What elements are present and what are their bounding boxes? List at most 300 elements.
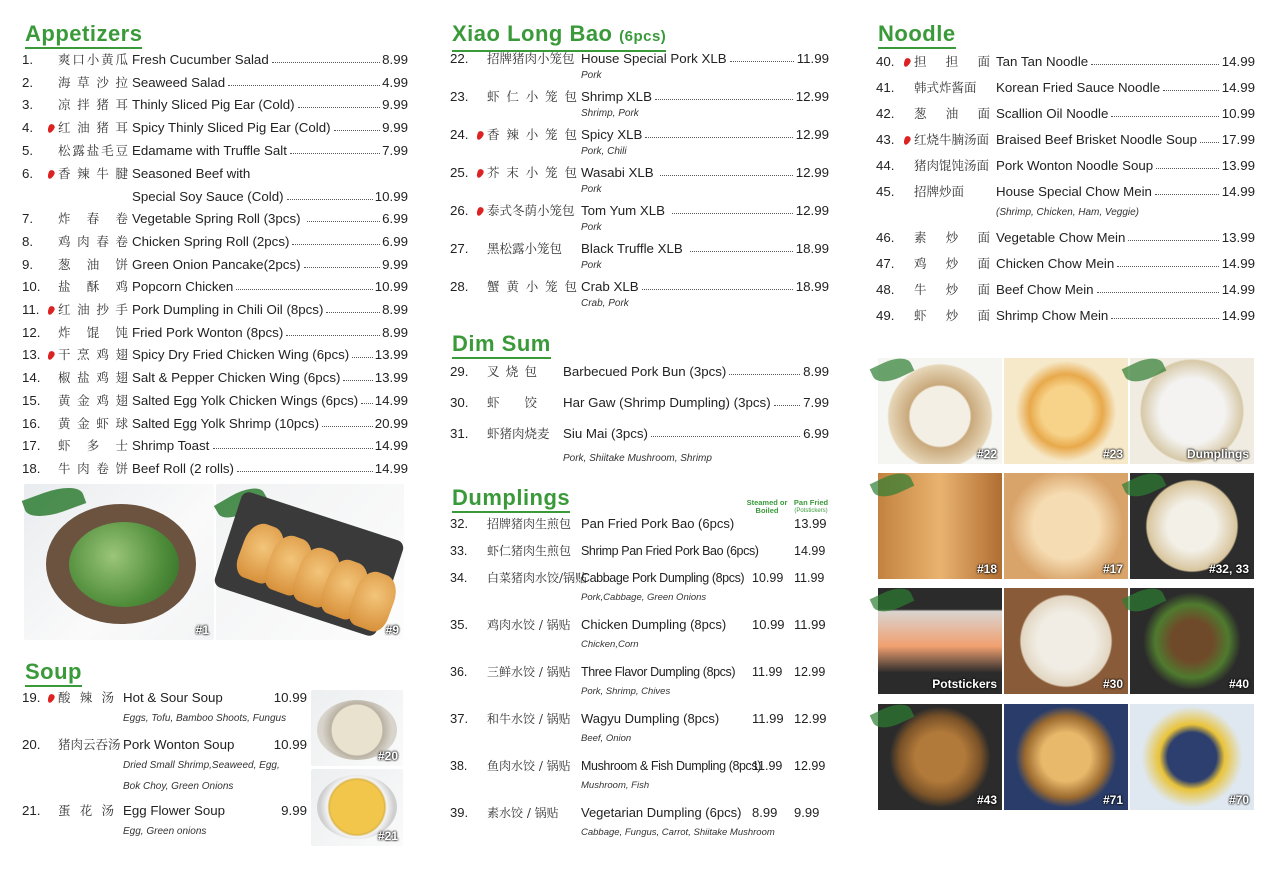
item-number: 33. <box>450 544 468 558</box>
item-chinese-name: 蟹黄小笼包 <box>487 279 577 294</box>
photo-label: #17 <box>1102 562 1123 576</box>
item-english-name: Spicy Thinly Sliced Pig Ear (Cold) <box>132 120 331 136</box>
item-english-name: Seaweed Salad <box>132 74 226 90</box>
item-chinese-name: 鸡炒面 <box>914 256 990 271</box>
item-price: 13.99 <box>374 347 408 363</box>
item-number: 47. <box>876 256 895 271</box>
item-number: 6. <box>22 165 34 181</box>
item-number: 46. <box>876 230 895 245</box>
section-title-dimsum: Dim Sum <box>452 332 551 359</box>
item-price: 7.99 <box>803 395 829 410</box>
item-number: 7. <box>22 211 34 227</box>
item-number: 16. <box>22 415 41 431</box>
item-description: Shrimp, Pork <box>581 108 639 119</box>
price-pan-fried: 11.99 <box>794 571 825 585</box>
item-chinese-name: 三鲜水饺 / 锅贴 <box>487 665 571 679</box>
item-english-name: Beef Roll (2 rolls) <box>132 460 234 476</box>
gallery-photo <box>878 588 1002 694</box>
item-english-name: Black Truffle XLB <box>581 241 683 256</box>
item-english-name: Salt & Pepper Chicken Wing (6pcs) <box>132 370 341 386</box>
item-number: 41. <box>876 80 895 95</box>
column-header-pan-fried <box>790 499 832 515</box>
item-chinese-name: 炸春卷 <box>58 211 128 227</box>
item-description: Pork <box>581 184 602 195</box>
photo-label: #1 <box>195 623 209 637</box>
item-description: Bok Choy, Green Onions <box>123 781 234 792</box>
price-pan-fried: 12.99 <box>794 711 827 726</box>
item-english-name: Edamame with Truffle Salt <box>132 142 287 158</box>
dotted-leader <box>352 347 372 358</box>
dotted-leader <box>1091 54 1218 65</box>
item-english-name: Pork Wonton Soup <box>123 737 235 752</box>
price-steamed: 11.99 <box>752 759 783 773</box>
item-description: Pork <box>581 260 602 271</box>
photo-label: #23 <box>1102 447 1123 461</box>
column-header-steamed: Steamed or Boiled <box>746 498 788 515</box>
item-number: 43. <box>876 132 895 147</box>
item-chinese-name: 鸡肉水饺 / 锅贴 <box>487 618 571 632</box>
dotted-leader <box>1128 230 1218 241</box>
item-price: 13.99 <box>374 370 408 386</box>
item-chinese-name: 葱油饼 <box>58 256 128 272</box>
item-number: 8. <box>22 233 34 249</box>
item-price: 8.99 <box>803 364 829 379</box>
item-number: 4. <box>22 120 34 136</box>
item-english-name: Green Onion Pancake(2pcs) <box>132 256 301 272</box>
photo-label: #43 <box>976 793 997 807</box>
item-number: 3. <box>22 97 34 113</box>
dotted-leader <box>213 438 373 449</box>
price-pan-fried: 11.99 <box>794 617 826 632</box>
item-english-name: Shrimp XLB <box>581 89 652 104</box>
item-description: Crab, Pork <box>581 298 629 309</box>
item-description: (Shrimp, Chicken, Ham, Veggie) <box>996 207 1140 218</box>
item-number: 44. <box>876 158 895 173</box>
item-english-name: Vegetarian Dumpling (6pcs) <box>581 805 742 820</box>
gallery-photo <box>1130 704 1254 810</box>
item-number: 13. <box>22 347 41 363</box>
item-english-name: Barbecued Pork Bun (3pcs) <box>563 364 727 379</box>
appetizers-column <box>22 0 408 870</box>
item-price: 20.99 <box>374 415 408 431</box>
gallery-photo <box>1130 588 1254 694</box>
item-english-name: Pan Fried Pork Bao (6pcs) <box>581 516 735 531</box>
item-english-name: Cabbage Pork Dumpling (8pcs) <box>581 571 745 585</box>
photo-label: #20 <box>377 749 398 763</box>
item-english-name: Vegetable Spring Roll (3pcs) <box>132 211 301 227</box>
item-number: 9. <box>22 256 34 272</box>
item-chinese-name: 凉拌猪耳 <box>58 97 128 113</box>
dotted-leader <box>1155 184 1219 195</box>
price-pan-fried: 13.99 <box>794 516 827 531</box>
item-price: 10.99 <box>273 737 307 752</box>
dotted-leader <box>1163 80 1219 91</box>
item-chinese-name: 招牌炒面 <box>914 184 965 199</box>
item-chinese-name: 黄金鸡翅 <box>58 392 128 408</box>
potstickers-label: (Potstickers) <box>794 508 828 514</box>
item-english-name: Shrimp Pan Fried Pork Bao (6pcs) <box>581 544 759 558</box>
item-number: 21. <box>22 803 41 818</box>
price-pan-fried: 9.99 <box>794 805 820 820</box>
item-price: 8.99 <box>382 52 408 67</box>
item-english-name: Egg Flower Soup <box>123 803 225 818</box>
dotted-leader <box>298 97 381 108</box>
section-title-soup: Soup <box>25 660 82 687</box>
price-pan-fried: 12.99 <box>794 759 826 773</box>
photo-fried-wonton <box>216 484 404 640</box>
item-chinese-name: 鱼肉水饺 / 锅贴 <box>487 759 571 773</box>
item-number: 10. <box>22 279 41 295</box>
item-chinese-name: 招牌猪肉生煎包 <box>487 517 572 531</box>
item-description: Pork, Chili <box>581 146 627 157</box>
item-english-name: Chicken Spring Roll (2pcs) <box>132 233 290 249</box>
dotted-leader <box>307 211 380 222</box>
item-chinese-name: 和牛水饺 / 锅贴 <box>487 712 571 726</box>
item-chinese-name: 葱油面 <box>914 106 990 121</box>
photo-label: #21 <box>377 829 398 843</box>
item-price: 9.99 <box>382 256 408 272</box>
dotted-leader <box>322 416 372 427</box>
item-price: 7.99 <box>382 142 408 158</box>
item-number: 32. <box>450 516 469 531</box>
item-price: 8.99 <box>382 302 408 317</box>
item-chinese-name: 韩式炸酱面 <box>914 80 977 95</box>
item-number: 20. <box>22 737 41 752</box>
photo-label: #22 <box>976 447 997 461</box>
item-chinese-name: 牛肉卷饼 <box>58 460 128 476</box>
item-description: Mushroom, Fish <box>581 780 650 791</box>
item-number: 39. <box>450 805 469 820</box>
item-description: Beef, Onion <box>581 733 632 744</box>
item-english-name: Shrimp Toast <box>132 438 210 454</box>
item-number: 27. <box>450 241 469 256</box>
item-number: 45. <box>876 184 895 199</box>
item-price: 10.99 <box>374 188 408 204</box>
dotted-leader <box>292 234 380 245</box>
item-chinese-name: 黄金虾球 <box>58 415 128 431</box>
item-chinese-name: 猪肉云吞汤 <box>58 737 121 752</box>
gallery-photo <box>1004 358 1128 464</box>
item-price: 12.99 <box>795 127 829 142</box>
photo-label: #40 <box>1228 677 1249 691</box>
photo-label: #9 <box>385 623 399 637</box>
item-chinese-name: 香辣牛腱 <box>58 165 128 181</box>
item-price: 14.99 <box>1221 184 1255 199</box>
item-number: 22. <box>450 51 469 66</box>
dotted-leader <box>672 203 793 214</box>
dotted-leader <box>228 75 380 86</box>
dumplings-column <box>450 0 830 870</box>
item-price: 14.99 <box>1221 54 1255 69</box>
item-english-name: Vegetable Chow Mein <box>996 230 1126 245</box>
item-price: 4.99 <box>382 74 408 90</box>
item-chinese-name: 香辣小笼包 <box>487 127 577 142</box>
item-price: 10.99 <box>1221 106 1255 121</box>
item-number: 31. <box>450 426 469 441</box>
item-price: 18.99 <box>795 279 829 294</box>
gallery-photo <box>878 473 1002 579</box>
item-price: 9.99 <box>382 97 408 113</box>
item-number: 35. <box>450 617 469 632</box>
item-description: Eggs, Tofu, Bamboo Shoots, Fungus <box>123 713 287 724</box>
item-chinese-name: 虾多士 <box>58 438 128 454</box>
item-number: 26. <box>450 203 469 218</box>
item-price: 10.99 <box>273 690 307 705</box>
dotted-leader <box>290 143 380 154</box>
dotted-leader <box>660 165 792 176</box>
photo-label: #32, 33 <box>1208 562 1249 576</box>
item-description: Pork <box>581 222 602 233</box>
item-price: 14.99 <box>1221 256 1255 271</box>
dotted-leader <box>326 302 380 313</box>
item-number: 36. <box>450 665 468 679</box>
item-chinese-name: 素水饺 / 锅贴 <box>487 806 559 820</box>
dotted-leader <box>642 279 793 290</box>
chili-pepper-icon <box>47 349 56 360</box>
item-english-name-line2: Special Soy Sauce (Cold) <box>132 188 284 204</box>
item-price: 6.99 <box>803 426 829 441</box>
item-description: Chicken,Corn <box>581 639 639 650</box>
item-english-name: Siu Mai (3pcs) <box>563 426 648 441</box>
item-number: 29. <box>450 364 469 379</box>
dotted-leader <box>1111 308 1218 319</box>
item-price: 14.99 <box>1221 282 1255 297</box>
item-english-name: Beef Chow Mein <box>996 282 1094 297</box>
item-number: 24. <box>450 127 469 142</box>
chili-pepper-icon <box>47 304 56 315</box>
dotted-leader <box>236 279 372 290</box>
item-price: 10.99 <box>374 279 408 295</box>
photo-egg-flower-soup <box>311 769 403 846</box>
item-chinese-name: 鸡肉春卷 <box>58 233 128 249</box>
item-price: 12.99 <box>795 203 829 218</box>
dotted-leader <box>1111 106 1218 117</box>
gallery-photo <box>1130 358 1254 464</box>
item-number: 19. <box>22 690 41 705</box>
item-number: 15. <box>22 392 41 408</box>
item-english-name: Chicken Chow Mein <box>996 256 1115 271</box>
chili-pepper-icon <box>476 205 485 216</box>
gallery-photo <box>1004 588 1128 694</box>
item-price: 13.99 <box>1221 158 1255 173</box>
item-number: 2. <box>22 74 34 90</box>
item-description: Pork,Cabbage, Green Onions <box>581 592 707 603</box>
item-number: 34. <box>450 571 468 585</box>
item-number: 18. <box>22 460 41 476</box>
dotted-leader <box>774 395 800 406</box>
dotted-leader <box>287 189 373 200</box>
item-price: 12.99 <box>795 89 829 104</box>
item-number: 23. <box>450 89 469 104</box>
item-description: Pork, Shrimp, Chives <box>581 686 671 697</box>
item-number: 25. <box>450 165 469 180</box>
chili-pepper-icon <box>47 692 56 703</box>
dotted-leader <box>1200 132 1219 143</box>
item-number: 49. <box>876 308 895 323</box>
item-price: 13.99 <box>1221 230 1255 245</box>
item-chinese-name: 素炒面 <box>914 230 990 245</box>
item-chinese-name: 红油抄手 <box>58 302 128 317</box>
item-chinese-name: 酸辣汤 <box>58 690 114 705</box>
item-number: 11. <box>22 302 40 317</box>
item-number: 1. <box>22 52 34 67</box>
dotted-leader <box>651 426 800 437</box>
item-english-name: Har Gaw (Shrimp Dumpling) (3pcs) <box>563 395 771 410</box>
item-english-name: House Special Chow Mein <box>996 184 1152 199</box>
dotted-leader <box>730 51 794 62</box>
section-title-xlb <box>452 22 666 52</box>
item-english-name: Scallion Oil Noodle <box>996 106 1109 121</box>
dotted-leader <box>1117 256 1218 267</box>
gallery-photo <box>1004 704 1128 810</box>
item-price: 14.99 <box>374 392 408 408</box>
item-price: 14.99 <box>1221 308 1255 323</box>
price-steamed: 11.99 <box>752 665 783 679</box>
item-english-name: Chicken Dumpling (8pcs) <box>581 617 727 632</box>
item-number: 5. <box>22 142 34 158</box>
item-english-name: Braised Beef Brisket Noodle Soup <box>996 132 1198 147</box>
item-price: 6.99 <box>382 211 408 227</box>
item-number: 28. <box>450 279 469 294</box>
photo-label: Potstickers <box>932 677 997 691</box>
item-price: 14.99 <box>1221 80 1255 95</box>
item-number: 42. <box>876 106 895 121</box>
item-description: Pork <box>581 70 602 81</box>
photo-cucumber-salad <box>24 484 214 640</box>
photo-label: #71 <box>1102 793 1123 807</box>
item-english-name: Mushroom & Fish Dumpling (8pcs) <box>581 759 762 773</box>
dotted-leader <box>334 120 380 131</box>
item-price: 11.99 <box>796 51 829 66</box>
item-chinese-name: 招牌猪肉小笼包 <box>487 51 575 66</box>
dotted-leader <box>645 127 792 138</box>
item-chinese-name: 泰式冬荫小笼包 <box>487 203 575 218</box>
item-number: 40. <box>876 54 895 69</box>
photo-wonton-soup <box>311 690 403 766</box>
price-steamed: 10.99 <box>752 571 784 585</box>
item-price: 14.99 <box>374 438 408 454</box>
item-english-name: Tan Tan Noodle <box>996 54 1089 69</box>
price-pan-fried: 12.99 <box>794 665 826 679</box>
chili-pepper-icon <box>903 134 912 145</box>
item-chinese-name: 蛋花汤 <box>58 803 114 818</box>
pan-fried-label: Pan Fried <box>793 498 829 507</box>
item-english-name: Korean Fried Sauce Noodle <box>996 80 1161 95</box>
item-english-name: Three Flavor Dumpling (8pcs) <box>581 665 736 679</box>
item-price: 18.99 <box>795 241 829 256</box>
gallery-photo <box>1004 473 1128 579</box>
item-chinese-name: 松露盐毛豆 <box>58 142 128 158</box>
item-price: 12.99 <box>795 165 829 180</box>
dimsum-note: Pork, Shiitake Mushroom, Shrimp <box>563 453 712 464</box>
photo-label: #18 <box>976 562 997 576</box>
item-price: 9.99 <box>281 803 307 818</box>
item-english-name: House Special Pork XLB <box>581 51 727 66</box>
chili-pepper-icon <box>47 168 56 179</box>
item-chinese-name: 叉烧包 <box>487 364 537 379</box>
dotted-leader <box>286 325 380 336</box>
item-chinese-name: 芥末小笼包 <box>487 165 577 180</box>
item-english-name: Fresh Cucumber Salad <box>132 52 269 67</box>
item-chinese-name: 担担面 <box>914 54 990 69</box>
item-english-name: Spicy Dry Fried Chicken Wing (6pcs) <box>132 347 350 363</box>
item-price: 14.99 <box>374 460 408 476</box>
item-english-name: Pork Dumpling in Chili Oil (8pcs) <box>132 302 324 317</box>
item-price: 17.99 <box>1221 132 1255 147</box>
item-description: Dried Small Shrimp,Seaweed, Egg, <box>123 760 280 771</box>
photo-label: #70 <box>1228 793 1249 807</box>
gallery-photo <box>878 358 1002 464</box>
chili-pepper-icon <box>476 129 485 140</box>
section-title-dumplings: Dumplings <box>452 486 570 513</box>
item-number: 30. <box>450 395 469 410</box>
dotted-leader <box>1156 158 1219 169</box>
item-description: Cabbage, Fungus, Carrot, Shiitake Mushroom <box>581 827 775 838</box>
item-number: 12. <box>22 324 41 340</box>
item-chinese-name: 红烧牛腩汤面 <box>914 132 990 147</box>
item-english-name: Pork Wonton Noodle Soup <box>996 158 1154 173</box>
item-number: 37. <box>450 711 469 726</box>
item-chinese-name: 虾猪肉烧麦 <box>487 426 550 441</box>
item-english-name: Spicy XLB <box>581 127 643 142</box>
item-english-name: Fried Pork Wonton (8pcs) <box>132 324 284 340</box>
item-english-name: Seasoned Beef with <box>132 165 251 181</box>
noodle-column <box>876 0 1256 870</box>
item-number: 48. <box>876 282 895 297</box>
item-english-name: Wasabi XLB <box>581 165 654 180</box>
gallery-photo <box>1130 473 1254 579</box>
dotted-leader <box>1097 282 1219 293</box>
item-chinese-name: 虾仁小笼包 <box>487 89 577 104</box>
item-description: Egg, Green onions <box>123 826 207 837</box>
item-chinese-name: 椒盐鸡翅 <box>58 370 128 386</box>
item-chinese-name: 黑松露小笼包 <box>487 241 563 256</box>
item-number: 38. <box>450 759 468 773</box>
item-chinese-name: 白菜猪肉水饺/锅贴 <box>487 571 588 585</box>
item-price: 9.99 <box>382 120 408 136</box>
item-english-name: Hot & Sour Soup <box>123 690 223 705</box>
photo-label: #30 <box>1102 677 1123 691</box>
price-steamed: 8.99 <box>752 805 778 820</box>
item-chinese-name: 爽口小黄瓜 <box>58 52 128 67</box>
chili-pepper-icon <box>47 122 56 133</box>
price-pan-fried: 14.99 <box>794 544 826 558</box>
item-chinese-name: 猪肉馄饨汤面 <box>914 158 990 173</box>
item-number: 17. <box>22 438 41 454</box>
item-chinese-name: 海草沙拉 <box>58 74 128 90</box>
price-steamed: 10.99 <box>752 617 785 632</box>
item-english-name: Wagyu Dumpling (8pcs) <box>581 711 720 726</box>
price-steamed: 11.99 <box>752 711 784 726</box>
item-number: 14. <box>22 370 41 386</box>
cucumber-pile <box>69 522 179 607</box>
item-chinese-name: 虾炒面 <box>914 308 990 323</box>
item-price: 6.99 <box>382 233 408 249</box>
xlb-subtitle: (6pcs) <box>619 28 667 45</box>
xlb-title-text: Xiao Long Bao <box>452 21 613 46</box>
dotted-leader <box>361 393 372 404</box>
item-chinese-name: 盐酥鸡 <box>58 279 128 295</box>
section-title-appetizers: Appetizers <box>25 22 142 49</box>
item-chinese-name: 虾仁猪肉生煎包 <box>487 544 572 558</box>
dotted-leader <box>655 89 793 100</box>
item-english-name: Thinly Sliced Pig Ear (Cold) <box>132 97 295 113</box>
section-title-noodle: Noodle <box>878 22 956 49</box>
item-english-name: Shrimp Chow Mein <box>996 308 1109 323</box>
item-chinese-name: 炸馄饨 <box>58 324 128 340</box>
item-english-name: Salted Egg Yolk Chicken Wings (6pcs) <box>132 392 359 408</box>
item-english-name: Salted Egg Yolk Shrimp (10pcs) <box>132 415 320 431</box>
